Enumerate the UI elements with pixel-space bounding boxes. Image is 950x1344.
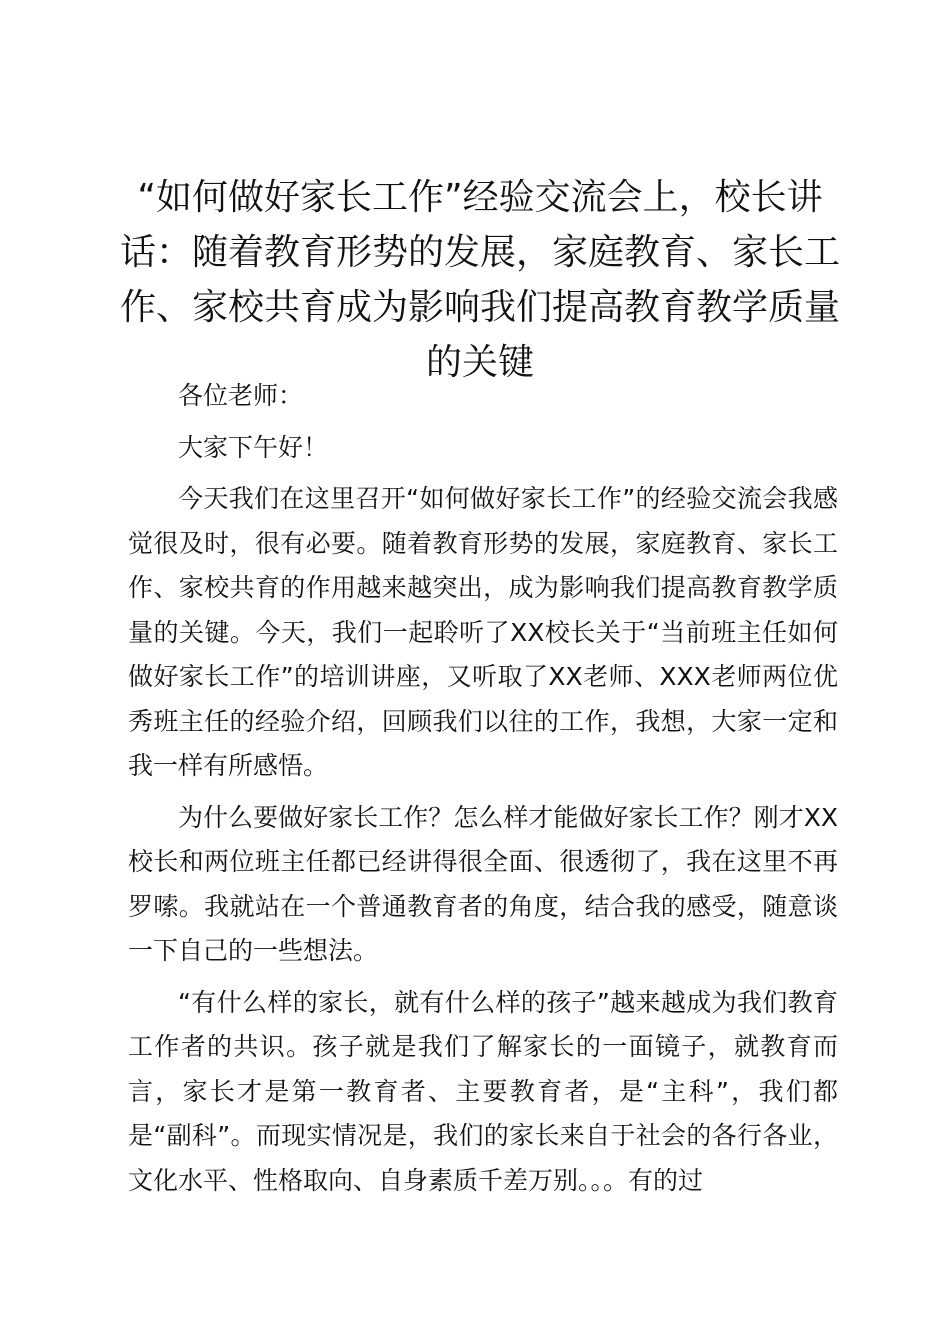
paragraph: “有什么样的家长，就有什么样的孩子”越来越成为我们教育工作者的共识。孩子就是我们了解家长的一面镜子，就教育而言，家长才是第一教育者、主要教育者，是“主科”，我们都是“副科”。而现实情况是，我们的家长来自于社会的各行各业，文化水平、性格取向、自身素质千差万别。。。有的过 [128,987,838,1195]
document-body [128,374,838,1210]
paragraph: 今天我们在这里召开“如何做好家长工作”的经验交流会我感觉很及时，很有必要。随着教育形势的发展，家庭教育、家长工作、家校共育的作用越来越突出，成为影响我们提高教育教学质量的关键。今天，我们一起聆听了XX校长关于“当前班主任如何做好家长工作”的培训讲座，又听取了XX老师、XXX老师两位优秀班主任的经验介绍，回顾我们以往的工作，我想，大家一定和我一样有所感悟。 [128,484,838,780]
paragraph: 为什么要做好家长工作？怎么样才能做好家长工作？刚才XX校长和两位班主任都已经讲得很全面、很透彻了，我在这里不再罗嗦。我就站在一个普通教育者的角度，结合我的感受，随意谈一下自己的一些想法。 [128,802,838,965]
salutation: 各位老师： [178,381,304,410]
document-title: “如何做好家长工作”经验交流会上，校长讲话：随着教育形势的发展，家庭教育、家长工作、家校共育成为影响我们提高教育教学质量的关键 [120,177,841,383]
greeting: 大家下午好！ [178,432,329,462]
